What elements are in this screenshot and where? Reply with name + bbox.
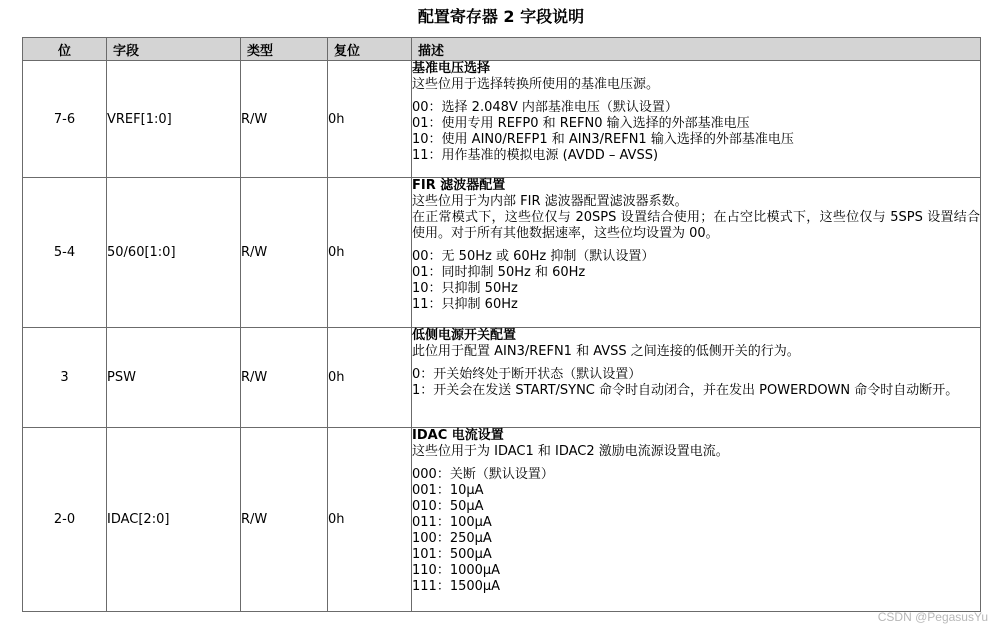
table-title: 配置寄存器 2 字段说明	[417, 7, 585, 26]
option-item: 00：选择 2.048V 内部基准电压（默认设置）	[412, 100, 678, 115]
cell-type: R/W	[241, 328, 328, 428]
cell-field: 50/60[1:0]	[107, 178, 241, 328]
table-row	[23, 428, 981, 612]
table-row	[23, 178, 981, 328]
option-item: 11：只抑制 60Hz	[412, 297, 518, 312]
cell-bit: 7-6	[23, 61, 107, 178]
description-intro: 这些位用于为 IDAC1 和 IDAC2 激励电流源设置电流。	[412, 444, 729, 459]
header-field: 字段	[107, 38, 241, 61]
cell-reset: 0h	[328, 428, 412, 612]
cell-reset: 0h	[328, 178, 412, 328]
cell-reset: 0h	[328, 328, 412, 428]
option-item: 11：用作基准的模拟电源 (AVDD – AVSS)	[412, 148, 659, 163]
option-item: 001：10µA	[412, 483, 484, 498]
description-paragraph: 在正常模式下，这些位仅与 20SPS 设置结合使用；在占空比模式下，这些位仅与 5SPS 设置结合使用。对于所有其他数据速率，这些位均设置为 00。	[412, 210, 980, 241]
option-item: 01：使用专用 REFP0 和 REFN0 输入选择的外部基准电压	[412, 116, 750, 131]
cell-field: IDAC[2:0]	[107, 428, 241, 612]
description-intro: 这些位用于为内部 FIR 滤波器配置滤波器系数。	[412, 194, 688, 209]
table-row	[23, 328, 981, 428]
cell-description	[412, 61, 981, 178]
cell-type: R/W	[241, 178, 328, 328]
option-item: 010：50µA	[412, 499, 484, 514]
option-item: 110：1000µA	[412, 563, 501, 578]
cell-description	[412, 178, 981, 328]
table-row	[23, 61, 981, 178]
cell-reset: 0h	[328, 61, 412, 178]
cell-type: R/W	[241, 428, 328, 612]
header-description: 描述	[412, 38, 981, 61]
cell-field: VREF[1:0]	[107, 61, 241, 178]
option-item: 10：使用 AIN0/REFP1 和 AIN3/REFN1 输入选择的外部基准电压	[412, 132, 794, 147]
option-item: 101：500µA	[412, 547, 492, 562]
description-intro: 这些位用于选择转换所使用的基准电压源。	[412, 77, 660, 92]
option-item: 111：1500µA	[412, 579, 501, 594]
description-intro: 此位用于配置 AIN3/REFN1 和 AVSS 之间连接的低侧开关的行为。	[412, 344, 800, 359]
option-item: 011：100µA	[412, 515, 492, 530]
option-list	[412, 249, 980, 313]
cell-description	[412, 328, 981, 428]
description-title: FIR 滤波器配置	[412, 178, 506, 193]
cell-description	[412, 428, 981, 612]
watermark: CSDN @PegasusYu	[877, 610, 988, 624]
option-item: 000：关断（默认设置）	[412, 467, 554, 482]
description-title: 低侧电源开关配置	[412, 328, 517, 343]
option-item: 1：开关会在发送 START/SYNC 命令时自动闭合，并在发出 POWERDOWN 命令时自动断开。	[412, 383, 959, 398]
cell-type: R/W	[241, 61, 328, 178]
register-field-table	[22, 37, 981, 612]
option-item: 100：250µA	[412, 531, 492, 546]
description-title: IDAC 电流设置	[412, 428, 504, 443]
header-reset: 复位	[328, 38, 412, 61]
option-item: 00：无 50Hz 或 60Hz 抑制（默认设置）	[412, 249, 655, 264]
cell-bit: 3	[23, 328, 107, 428]
option-list	[412, 467, 980, 595]
option-item: 10：只抑制 50Hz	[412, 281, 518, 296]
option-list	[412, 367, 980, 399]
cell-field: PSW	[107, 328, 241, 428]
option-item: 0：开关始终处于断开状态（默认设置）	[412, 367, 642, 382]
cell-bit: 5-4	[23, 178, 107, 328]
header-type: 类型	[241, 38, 328, 61]
cell-bit: 2-0	[23, 428, 107, 612]
description-title: 基准电压选择	[412, 61, 491, 76]
table-header-row	[23, 38, 981, 61]
header-bit: 位	[23, 38, 107, 61]
option-list	[412, 100, 980, 164]
option-item: 01：同时抑制 50Hz 和 60Hz	[412, 265, 586, 280]
